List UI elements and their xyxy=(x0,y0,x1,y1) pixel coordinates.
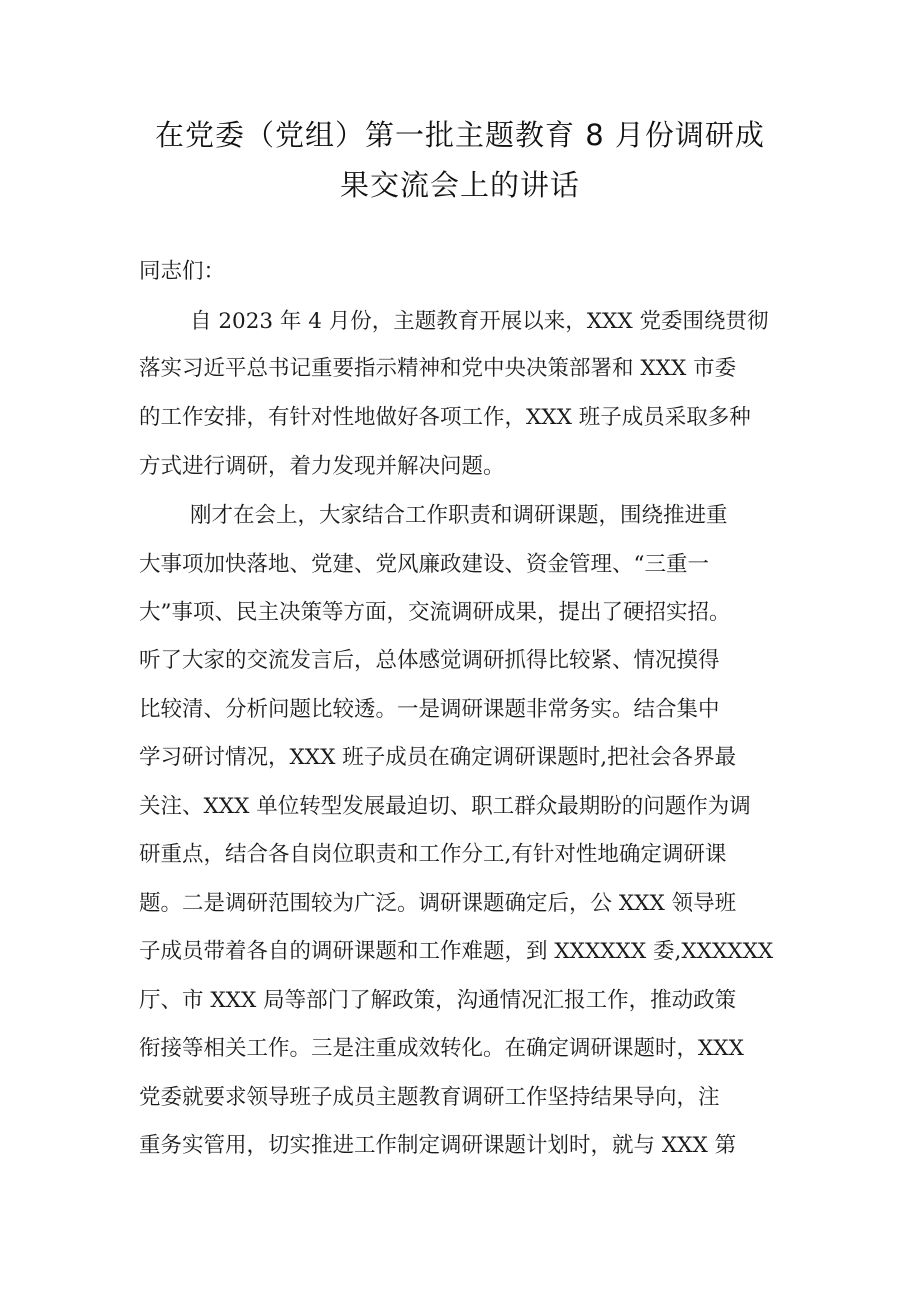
paragraph-2-line: 关注、XXX 单位转型发展最迫切、职工群众最期盼的问题作为调 xyxy=(139,794,751,819)
paragraph-1-line: 方式进行调研，着力发现并解决问题。 xyxy=(139,454,505,479)
document-title-line-1: 在党委（党组）第一批主题教育 8 月份调研成 xyxy=(155,118,765,152)
paragraph-2-line: 厅、市 XXX 局等部门了解政策，沟通情况汇报工作，推动政策 xyxy=(139,988,737,1013)
paragraph-2-line: 比较清、分析问题比较透。一是调研课题非常务实。结合集中 xyxy=(139,697,720,722)
salutation: 同志们： xyxy=(139,259,226,284)
paragraph-2-line: 大”事项、民主决策等方面，交流调研成果，提出了硬招实招。 xyxy=(139,600,731,625)
paragraph-2-line: 重务实管用，切实推进工作制定调研课题计划时，就与 XXX 第 xyxy=(139,1133,737,1158)
paragraph-2-line: 题。二是调研范围较为广泛。调研课题确定后，公 XXX 领导班 xyxy=(139,891,737,916)
paragraph-2-line: 子成员带着各自的调研课题和工作难题，到 XXXXXX 委,XXXXXX xyxy=(139,939,774,964)
paragraph-2-line: 研重点，结合各自岗位职责和工作分工,有针对性地确定调研课 xyxy=(139,842,727,867)
paragraph-1-line: 落实习近平总书记重要指示精神和党中央决策部署和 XXX 市委 xyxy=(139,356,737,381)
document-title-line-2: 果交流会上的讲话 xyxy=(339,168,580,202)
paragraph-2-line: 衔接等相关工作。三是注重成效转化。在确定调研课题时，XXX xyxy=(139,1036,744,1061)
paragraph-2-line: 听了大家的交流发言后，总体感觉调研抓得比较紧、情况摸得 xyxy=(139,648,720,673)
paragraph-2-line: 学习研讨情况，XXX 班子成员在确定调研课题时,把社会各界最 xyxy=(139,745,737,770)
paragraph-2-line: 党委就要求领导班子成员主题教育调研工作坚持结果导向，注 xyxy=(139,1085,720,1110)
paragraph-2-line: 刚才在会上，大家结合工作职责和调研课题，围绕推进重 xyxy=(190,503,728,528)
paragraph-1-line: 的工作安排，有针对性地做好各项工作，XXX 班子成员采取多种 xyxy=(139,405,751,430)
paragraph-2-line: 大事项加快落地、党建、党风廉政建设、资金管理、“三重一 xyxy=(139,552,709,577)
paragraph-1-line: 自 2023 年 4 月份，主题教育开展以来，XXX 党委围绕贯彻 xyxy=(190,309,769,334)
